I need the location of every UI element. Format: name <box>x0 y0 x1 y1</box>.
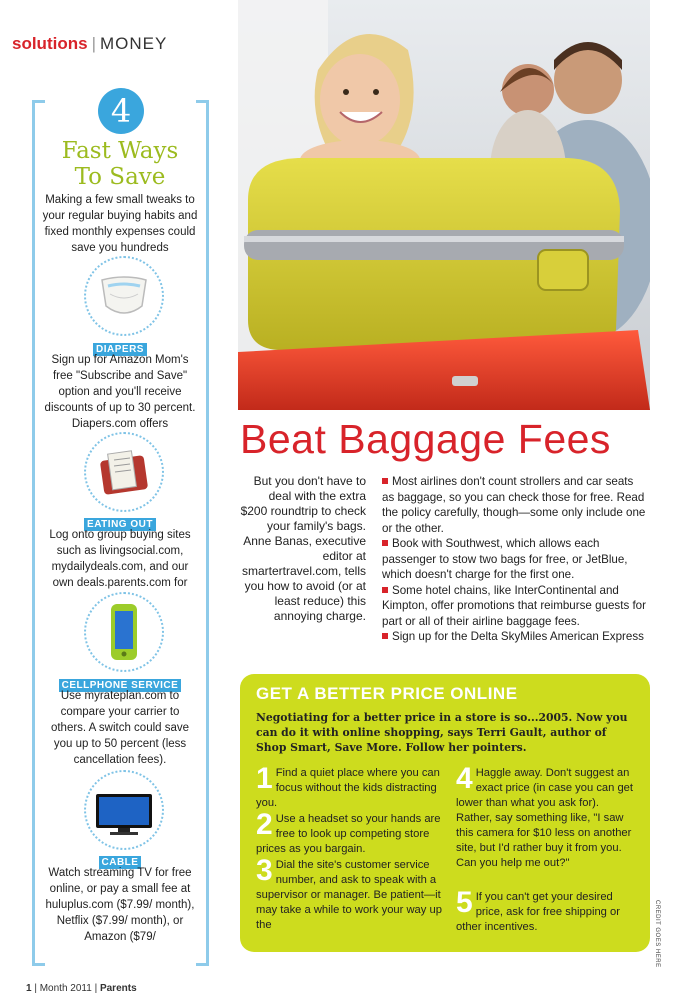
article-bullets <box>382 474 646 645</box>
box-title: GET A BETTER PRICE ONLINE <box>256 684 518 703</box>
step-item: 3 Dial the site's customer service number, and ask to speak with a supervisor or manager. Be patient—it may take a while to work your way up the <box>256 854 442 931</box>
tip-text-cellphone: Use myrateplan.com to compare your carrier to others. A switch could save you up to 50 percent (less cancellation fees). <box>50 690 190 766</box>
step-number: 1 <box>256 762 273 795</box>
step-number: 4 <box>456 762 473 795</box>
step-item: 5 If you can't get your desired price, ask for free shipping or other incentives. <box>456 886 620 933</box>
bullet-item: Sign up for the Delta SkyMiles American Express <box>382 629 646 645</box>
tip-text-eating-out: Log onto group buying sites such as livingsocial.com, mydailydeals.com, and our own deals.parents.com for <box>49 529 191 589</box>
family-suitcase-photo <box>238 0 650 410</box>
photo-credit: CREDIT GOES HERE <box>654 900 660 968</box>
page-footer: 1 | Month 2011 | Parents <box>26 983 137 994</box>
tip-label-cellphone: CELLPHONE SERVICE <box>0 675 240 693</box>
television-icon <box>84 770 164 850</box>
page-number: 1 <box>26 983 32 994</box>
section-name: solutions <box>12 34 88 53</box>
article-title: Beat Baggage Fees <box>240 416 611 462</box>
box-intro: Negotiating for a better price in a store is so...2005. Now you can do it with online shopping, says Terri Gault, author of Shop Smart, Save More. Follow her pointers. <box>256 711 628 754</box>
step-item: 4 Haggle away. Don't suggest an exact price (in case you can get lower than what you ask for). Rather, say something like, "I saw this camera for $10 less on another site, but I'd rather buy it from you. Can you help me out?" <box>456 762 634 869</box>
step-number: 5 <box>456 886 473 919</box>
step-number: 2 <box>256 808 273 841</box>
magazine-name: Parents <box>99 983 137 994</box>
step-item: 2 Use a headset so your hands are free to look up competing store prices as you bargain. <box>256 808 441 855</box>
bullet-item: Some hotel chains, like InterContinental and Kimpton, offer promotions that reimburse guests for part or all of their airline baggage fees. <box>382 583 646 628</box>
tip-label-cable: CABLE <box>0 852 240 870</box>
diaper-icon <box>84 256 164 336</box>
step-number: 3 <box>256 854 273 887</box>
section-header: solutions | MONEY <box>12 34 168 53</box>
bullet-item: Most airlines don't count strollers and car seats as baggage, so you can check those for free. Read the policy carefully, though—some only include one or the other. <box>382 475 646 535</box>
issue-date: Month 2011 <box>39 983 92 994</box>
price-tips-box <box>240 674 650 952</box>
tip-text-diapers: Sign up for Amazon Mom's free "Subscribe and Save" option and you'll receive discounts of up to 30 percent. Diapers.com offers <box>44 354 196 430</box>
article-lead: But you don't have to deal with the extra $200 roundtrip to check your family's bags. Anne Banas, executive editor at smartertravel.com, tells you how to avoid (or at least reduce) this annoying charge. <box>240 474 366 623</box>
tip-label-eating-out: EATING OUT <box>0 514 240 532</box>
sidebar-title: Fast Ways To Save <box>61 138 179 190</box>
receipt-tray-icon <box>84 432 164 512</box>
smartphone-icon <box>84 592 164 672</box>
sidebar-number: 4 <box>98 88 144 134</box>
tip-label-diapers: DIAPERS <box>0 339 240 357</box>
bullet-item: Book with Southwest, which allows each passenger to stow two bags for free, or JetBlue, which doesn't charge for the first one. <box>382 537 628 581</box>
sidebar-intro: Making a few small tweaks to your regular buying habits and fixed monthly expenses could save you hundreds <box>42 194 198 254</box>
tip-text-cable: Watch streaming TV for free online, or pay a small fee at huluplus.com ($7.99/ month), Netflix ($7.99/ month), or Amazon ($79/ <box>45 867 195 943</box>
step-item: 1 Find a quiet place where you can focus without the kids distracting you. <box>256 762 440 809</box>
subsection-name: MONEY <box>99 34 168 53</box>
